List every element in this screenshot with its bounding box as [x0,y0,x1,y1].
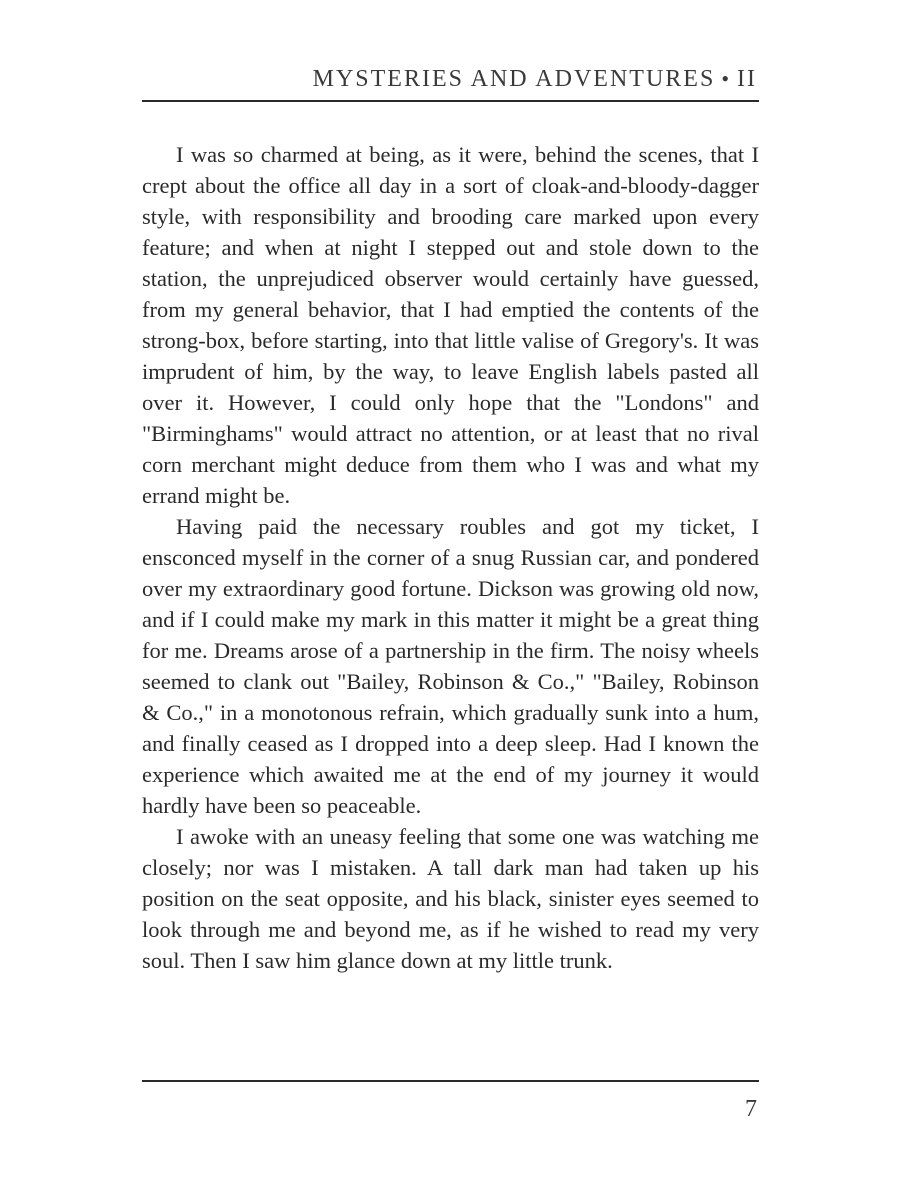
book-page [142,58,759,1148]
footer-rule [142,1080,759,1082]
book-title: MYSTERIES AND ADVENTURES [312,66,716,92]
page-number: 7 [745,1096,757,1122]
paragraph: I awoke with an uneasy feeling that some one was watching me closely; nor was I mistaken. A tall dark man had taken up his position on the seat opposite, and his black, sinister eyes seemed to look through me and beyond me, as if he wished to read my very soul. Then I saw him glance down at my little trunk. [142,824,759,973]
paragraph: I was so charmed at being, as it were, behind the scenes, that I crept about the office all day in a sort of cloak-and-bloody-dagger style, with responsibility and brooding care marked upon every feature; and when at night I stepped out and stole down to the station, the unprejudiced observer would certainly have guessed, from my general behavior, that I had emptied the contents of the strong-box, before starting, into that little valise of Gregory's. It was imprudent of him, by the way, to leave English labels pasted all over it. However, I could only hope that the "Londons" and "Birminghams" would attract no attention, or at least that no rival corn merchant might deduce from them who I was and what my errand might be. [142,142,759,508]
body-text [142,139,759,976]
volume-number: II [737,66,757,92]
running-head [142,58,759,102]
paragraph: Having paid the necessary roubles and got my ticket, I ensconced myself in the corner of a snug Russian car, and pondered over my extraordinary good fortune. Dickson was growing old now, and if I could make my mark in this matter it might be a great thing for me. Dreams arose of a partnership in the firm. The noisy wheels seemed to clank out "Bailey, Robinson & Co.," "Bailey, Robinson & Co.," in a monotonous refrain, which gradually sunk into a hum, and finally ceased as I dropped into a deep sleep. Had I known the experience which awaited me at the end of my journey it would hardly have been so peaceable. [142,514,759,818]
header-separator: • [721,66,732,91]
